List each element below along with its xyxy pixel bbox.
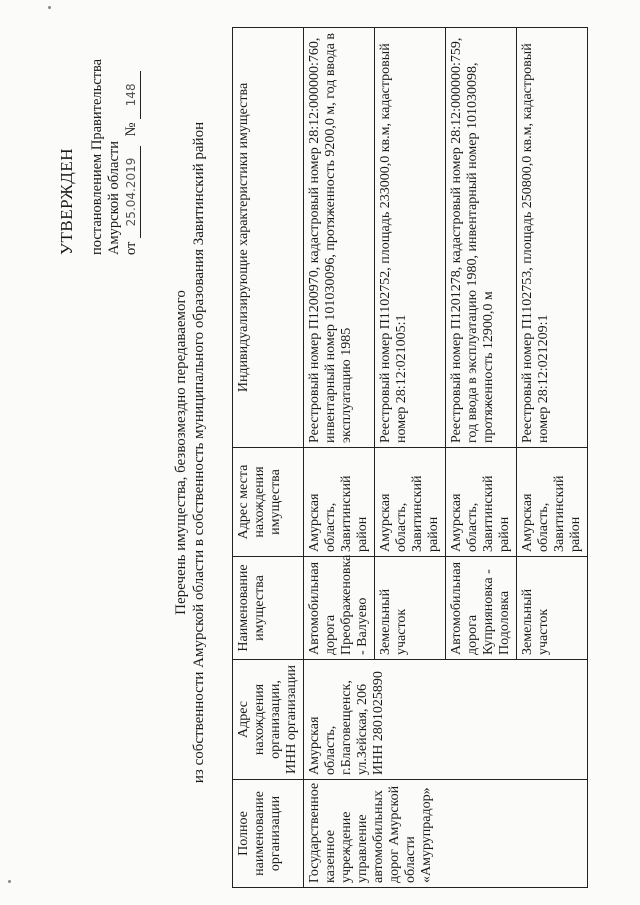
approval-title: УТВЕРЖДЕН — [57, 148, 76, 255]
property-name-cell: Автомобильная дорога Куприяновка - Подоловка — [446, 557, 517, 660]
header-characteristics: Индивидуализирующие характеристики имущества — [233, 28, 304, 448]
property-details-cell: Реестровый номер П1102753, площадь 250800,0 кв.м, кадастровый номер 28:12:021209:1 — [517, 28, 588, 448]
property-address-cell: Амурская область, Завитинский район — [375, 448, 446, 557]
approval-line-1: постановлением Правительства — [89, 58, 105, 255]
scan-speck — [8, 880, 11, 883]
document-heading — [172, 10, 208, 895]
heading-line-1: Перечень имущества, безвозмездно передаваемого — [173, 290, 189, 615]
property-details-cell: Реестровый номер П1201278, кадастровый номер 28:12:000000:759, год ввода в эксплуатацию 1980, инвентарный номер 101030098, протяженность 12900,0 м — [446, 28, 517, 448]
approval-line-2: Амурской области — [106, 141, 122, 255]
number-field — [123, 71, 141, 119]
header-property-address: Адрес места нахождения имущества — [233, 448, 304, 557]
property-address-cell: Амурская область, Завитинский район — [446, 448, 517, 557]
header-property-name: Наименование имущества — [233, 557, 304, 660]
org-name-cell: Государственное казенное учреждение управление автомобильных дорог Амурской области «Амурупрадор» — [304, 780, 588, 888]
header-org-address: Адрес нахождения организации, ИНН организации — [233, 660, 304, 780]
heading-line-2: из собственности Амурской области в собственность муниципального образования Завитинский район — [191, 121, 207, 784]
approval-date-row — [123, 15, 141, 255]
property-address-cell: Амурская область, Завитинский район — [304, 448, 375, 557]
header-org-name: Полное наименование организации — [233, 780, 304, 888]
scan-speck — [48, 6, 51, 9]
date-value: 25.04.2019 — [124, 157, 138, 227]
property-name-cell: Автомобильная дорога Преображеновка - Валуево — [304, 557, 375, 660]
property-address-cell: Амурская область, Завитинский район — [517, 448, 588, 557]
number-value: 148 — [124, 83, 138, 107]
table-row — [304, 28, 375, 888]
property-details-cell: Реестровый номер П1200970, кадастровый номер 28:12:000000:760, инвентарный номер 101030096, протяженность 9200,0 м, год ввода в эксплуатацию 1985 — [304, 28, 375, 448]
org-address-cell: Амурская область, г.Благовещенск, ул.Зейская, 206 ИНН 2801025890 — [304, 660, 588, 780]
approval-stamp — [58, 15, 141, 255]
table-header-row — [233, 28, 304, 888]
number-prefix: № — [123, 122, 139, 137]
property-table — [232, 27, 588, 888]
date-field — [123, 146, 141, 238]
date-prefix: от — [123, 241, 139, 255]
property-details-cell: Реестровый номер П1102752, площадь 233000,0 кв.м, кадастровый номер 28:12:021005:1 — [375, 28, 446, 448]
property-name-cell: Земельный участок — [517, 557, 588, 660]
property-name-cell: Земельный участок — [375, 557, 446, 660]
